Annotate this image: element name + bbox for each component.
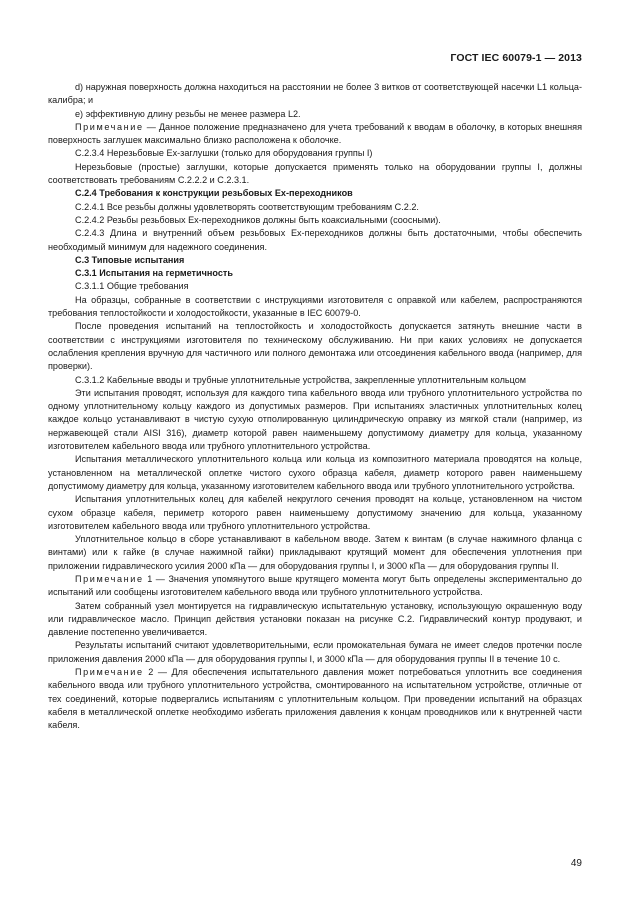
paragraph: С.3.1.1 Общие требования: [75, 281, 189, 292]
note-paragraph: [48, 573, 582, 600]
paragraph: С.2.4.2 Резьбы резьбовых Ex-переходников должны быть коаксиальными (соосными).: [75, 214, 441, 225]
paragraph: Затем собранный узел монтируется на гидравлическую испытательную установку, использующую окрашенную воду или гидравлическое масло. Принцип действия установки показан на рисунке С.2. Гидравлический контур продувают, и давление постепенно увеличивается.: [48, 600, 582, 638]
paragraph: С.3.1.2 Кабельные вводы и трубные уплотнительные устройства, закрепленные уплотнительным кольцом: [75, 374, 527, 385]
paragraph: Испытания металлического уплотнительного кольца или кольца из композитного материала проводятся на кольце, установленном на металлической оплетке чистого сухого образца кабеля, диаметр которого равен наименьшему допустимому диаметру для кольца, указанному изготовителем кабельного ввода или трубного уплотнительного устройства.: [48, 454, 582, 491]
paragraph: d) наружная поверхность должна находиться на расстоянии не более 3 витков от соответствующей насечки L1 кольца-калибра; и: [48, 82, 582, 106]
note-paragraph: [48, 666, 582, 732]
note-text: 2 — Для обеспечения испытательного давления может потребоваться уплотнить все соединения кабельного ввода или трубного уплотнительного устройства, смонтированного на испытательном устройстве, отличные от тех соединений, которые подвергались испытаниям с уплотнительным кольцом. При проведении испытаний на образцах кабеля в металлической оплетке необходимо избегать приложения давления к концам проводников или к внутренней части кабеля.: [48, 667, 582, 731]
note-label: Примечание: [75, 573, 144, 584]
section-heading: С.3.1 Испытания на герметичность: [75, 268, 233, 279]
note-label: Примечание: [75, 121, 144, 132]
document-code-header: ГОСТ IEC 60079-1 — 2013: [450, 52, 582, 64]
paragraph: После проведения испытаний на теплостойкость и холодостойкость допускается затянуть внешние части в соответствии с инструкциями изготовителя по техническому обслуживанию. Ни при каких условиях не допускается ослабления крепления вручную для частичного или полного демонтажа или отсоединения кабельного ввода (например, для проверки).: [48, 321, 582, 372]
paragraph: На образцы, собранные в соответствии с инструкциями изготовителя с оправкой или кабелем, распространяются требования теплостойкости и холодостойкости, указанные в IEC 60079-0.: [48, 294, 582, 319]
paragraph: Результаты испытаний считают удовлетворительными, если промокательная бумага не имеет следов протечки после приложения давления 2000 кПа — для оборудования группы I, и 3000 кПа — для оборудования группы II в течение 10 с.: [48, 640, 582, 664]
paragraph: Испытания уплотнительных колец для кабелей некруглого сечения проводят на кольце, установленном на чистом сухом образце кабеля, периметр которого равен наименьшему допустимому значению для кольца, указанному изготовителем кабельного ввода или трубного уплотнительного устройства.: [48, 494, 582, 531]
page-number: 49: [570, 858, 582, 869]
section-heading: С.3 Типовые испытания: [75, 254, 185, 265]
note-text: 1 — Значения упомянутого выше крутящего момента могут быть определены экспериментально до испытаний или сообщены изготовителем кабельного ввода или трубного уплотнительного устройства.: [48, 573, 582, 598]
paragraph: C.2.3.4 Нерезьбовые Ex-заглушки (только для оборудования группы I): [75, 148, 373, 159]
note-paragraph: [48, 121, 582, 148]
note-text: — Данное положение предназначено для учета требований к вводам в оболочку, в которых внешняя поверхность заглушек максимально близко расположена к оболочке.: [48, 121, 582, 146]
paragraph: С.2.4.1 Все резьбы должны удовлетворять соответствующим требованиям С.2.2.: [75, 201, 419, 212]
note-label: Примечание: [75, 667, 144, 678]
paragraph: Эти испытания проводят, используя для каждого типа кабельного ввода или трубного уплотнительного устройства по одному уплотнительному кольцу каждого из допустимых размеров. При испытаниях эластичных уплотнительных колец каждое кольцо устанавливают в чистую сухую отполированную цилиндрическую оправку из мягкой стали (например, из нержавеющей стали AISI 316), диаметр которой равен наименьшему допустимому диаметру для кольца, указанному изготовителем кабельного ввода или трубного уплотнительного устройства.: [48, 387, 582, 452]
paragraph: Нерезьбовые (простые) заглушки, которые допускается применять только на оборудовании группы I, должны соответствовать требованиям C.2.2.2 и C.2.3.1.: [48, 161, 582, 186]
paragraph: С.2.4.3 Длина и внутренний объем резьбовых Ex-переходников должны быть достаточными, чтобы обеспечить необходимый минимум для надежного соединения.: [48, 228, 582, 252]
paragraph: е) эффективную длину резьбы не менее размера L2.: [75, 108, 301, 119]
document-body: [48, 81, 582, 733]
section-heading: С.2.4 Требования к конструкции резьбовых Ex-переходников: [75, 188, 353, 199]
paragraph: Уплотнительное кольцо в сборе устанавливают в кабельном вводе. Затем к винтам (в случае нажимного фланца с винтами) или к гайке (в случае нажимной гайки) прикладывают крутящий момент для обеспечения уплотнения при приложении гидравлического усилия 2000 кПа — для оборудования группы I, и 3000 кПа — для оборудования группы II.: [48, 534, 582, 571]
